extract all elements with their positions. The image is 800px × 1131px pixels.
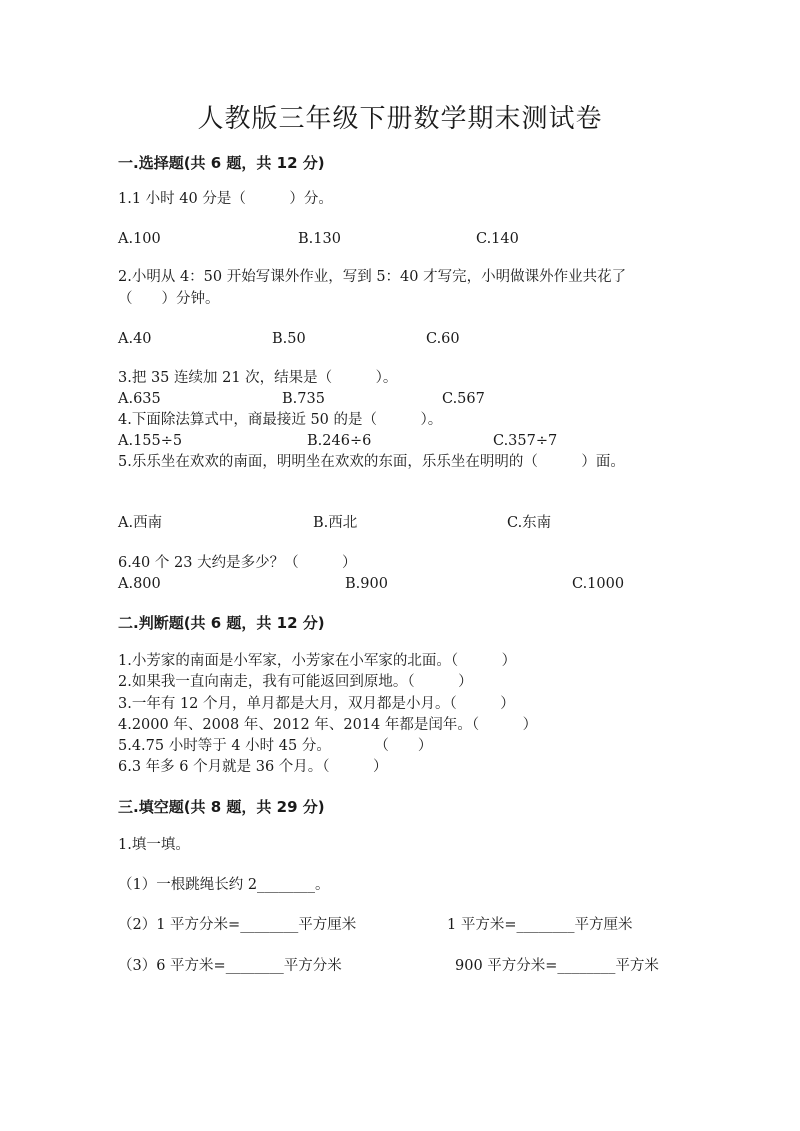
question-6-option-b: B.900 [345,576,388,592]
question-4-option-b: B.246÷6 [307,433,372,449]
question-3-option-a: A.635 [118,391,161,407]
question-5-stem: 5.乐乐坐在欢欢的南面，明明坐在欢欢的东面，乐乐坐在明明的（ ）面。 [118,454,625,470]
question-6-option-a: A.800 [118,576,161,592]
question-1-option-b: B.130 [298,231,341,247]
judgment-item-6: 6.3 年多 6 个月就是 36 个月。（ ） [118,759,388,775]
question-2-option-a: A.40 [118,331,152,347]
section-heading-judgment: 二.判断题(共 6 题，共 12 分) [118,614,325,632]
question-4-option-c: C.357÷7 [493,433,558,449]
page-title: 人教版三年级下册数学期末测试卷 [197,104,603,134]
section-heading-choice: 一.选择题(共 6 题，共 12 分) [118,154,325,172]
question-6-option-c: C.1000 [572,576,625,592]
fill-sub-2-right: 1 平方米=________平方厘米 [447,917,633,933]
question-4-stem: 4.下面除法算式中，商最接近 50 的是（ ）。 [118,412,443,428]
question-6-stem: 6.40 个 23 大约是多少？（ ） [118,555,357,571]
question-3-stem: 3.把 35 连续加 21 次，结果是（ ）。 [118,370,398,386]
question-2-option-c: C.60 [426,331,460,347]
judgment-item-5: 5.4.75 小时等于 4 小时 45 分。 （ ） [118,738,433,754]
judgment-item-2: 2.如果我一直向南走，我有可能返回到原地。（ ） [118,674,473,690]
fill-question-1: 1.填一填。 [118,837,190,853]
judgment-item-1: 1.小芳家的南面是小军家，小芳家在小军家的北面。（ ） [118,653,517,669]
fill-sub-2-left: （2）1 平方分米=________平方厘米 [118,917,357,933]
fill-sub-1: （1）一根跳绳长约 2________。 [118,877,330,893]
judgment-item-3: 3.一年有 12 个月，单月都是大月，双月都是小月。（ ） [118,696,515,712]
question-4-option-a: A.155÷5 [118,433,183,449]
fill-sub-3-right: 900 平方分米=________平方米 [455,958,659,974]
question-5-option-c: C.东南 [507,515,552,531]
judgment-item-4: 4.2000 年、2008 年、2012 年、2014 年都是闰年。（ ） [118,717,538,733]
fill-sub-3-left: （3）6 平方米=________平方分米 [118,958,342,974]
question-1-option-a: A.100 [118,231,161,247]
question-2-option-b: B.50 [272,331,306,347]
question-3-option-c: C.567 [442,391,485,407]
question-1-option-c: C.140 [476,231,519,247]
question-2-stem-line2: （ ）分钟。 [118,291,220,307]
section-heading-fill-blank: 三.填空题(共 8 题，共 29 分) [118,798,325,816]
question-5-option-a: A.西南 [118,515,163,531]
question-1-stem: 1.1 小时 40 分是（ ）分。 [118,191,333,207]
question-5-option-b: B.西北 [313,515,358,531]
question-3-option-b: B.735 [282,391,325,407]
question-2-stem-line1: 2.小明从 4：50 开始写课外作业，写到 5：40 才写完，小明做课外作业共花了 [118,269,627,285]
